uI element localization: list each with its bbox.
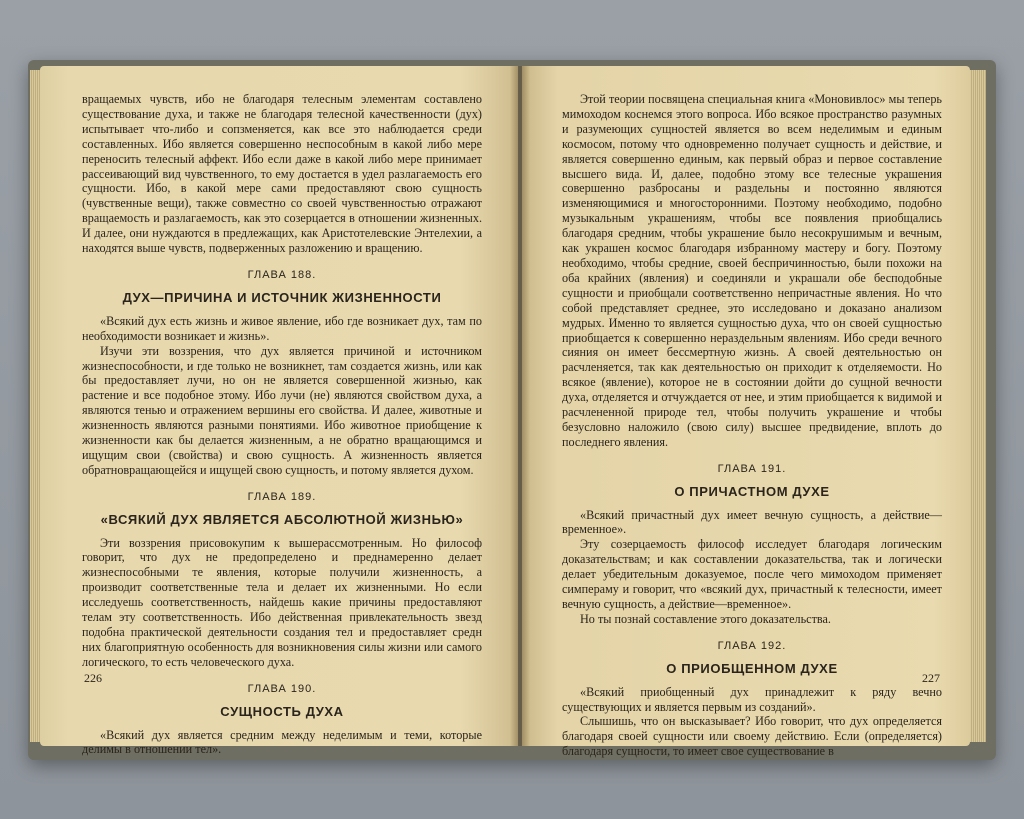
chapter-191-title: О ПРИЧАСТНОМ ДУХЕ <box>674 483 830 499</box>
right-intro-paragraph: Этой теории посвящена специальная книга «Моновивлос» мы теперь мимоходом коснемся этого вопроса. Ибо всякое пространство разумных и разумеющих сущностей является во всем неделимым и единым космосом, потому что одновременно получает сущность и действие, и является совершенно единым, как первый образ и первое составление высшего вида. И, далее, подобно этому все телесные украшения совершенно разбросаны и раздельны и постоянно являются изменяющимися и многосторонними. Поэтому необходимо, подобно музыкальным украшениям, чтобы все появления приобщались благодаря средним, чтобы украшение было несокрушимым и вечным, как украшен космос благодаря избранному мастеру и богу. Поэтому необходимо, чтобы средние, своей беспричинностью, были похожи на оба крайних (явления) и соединяли и украшали обе бесподобные сущности и приобщали соответственно непричастные явления. Но что собой представляет среднее, это исследовано и доказано анализом мудрых. Именно то является сущностью духа, что он своей сущностью приобщается к совершенно нераздельным явлениям. Ибо среди вечного сияния он имеет бессмертную жизнь. А своей деятельностью он расчленяется, так как деятельностью он приходит к отделяемости. Но всякое (явление), которое не в состоянии дойти до сущной вечности духа, отделяется и отчуждается от нее, и этим приобщается к видимой и расчлененной природе тел, чтобы получить украшение и чтобы безусловно наложило (свою силу) высшее предвидение, вплоть до последнего явления. <box>562 92 942 449</box>
left-page-number: 226 <box>84 671 102 685</box>
chapter-189-heading: ГЛАВА 189. <box>247 490 317 503</box>
chapter-191-paragraph: Эту созерцаемость философ исследует благодаря логическим доказательствам; и как составлении доказательства, так и логически делает убедительным доказуемое, после чего мимоходом применяет симпераму и говорит, что «всякий дух, причастный к телесности, имеет вечную сущность, а действие—временное». <box>562 537 942 611</box>
chapter-192-paragraph: Слышишь, что он высказывает? Ибо говорит, что дух определяется благодаря своей сущности или своему действию. Если (определяется) благодаря сущности, то имеет свое существование в <box>562 714 942 759</box>
chapter-190-title: СУЩНОСТЬ ДУХА <box>220 703 344 719</box>
chapter-189-title: «ВСЯКИЙ ДУХ ЯВЛЯЕТСЯ АБСОЛЮТНОЙ ЖИЗНЬЮ» <box>100 511 464 527</box>
page-edges-left <box>30 70 40 742</box>
chapter-190-heading: ГЛАВА 190. <box>247 682 317 695</box>
left-page <box>40 66 518 757</box>
chapter-190-quote: «Всякий дух является средним между неделимым и теми, которые делимы в отношении тел». <box>82 727 482 757</box>
page-edges-right <box>970 70 986 742</box>
book-gutter <box>510 66 530 746</box>
right-page-text <box>562 92 942 759</box>
chapter-189-paragraph: Эти воззрения присовокупим к вышерассмотренным. Но философ говорит, что дух не предопределено и преднамеренно делает жизнеспособными те явления, которые получили жизненность, а производит соответственные тела и делает их жизненными. Но если исследуешь соответственность, найдешь какие причины предоставляют телам эту соответственность. Ибо действенная привлекательность звезд подобна практической деятельности создания тел и предоставляет средн них благоприятную особенность для возникновения силы жизни или самого логического, то есть человеческого духа. <box>82 535 482 669</box>
chapter-188-heading: ГЛАВА 188. <box>247 268 317 281</box>
left-intro-paragraph: вращаемых чувств, ибо не благодаря телесным элементам составлено существование духа, и также не благодаря телесной качественности (дух) испытывает что-либо и сопзменяется, как все это наблюдается среди составленных. Ибо является совершенно неспособным в какой либо мере переносить телесный аффект. Ибо если даже в какой либо мере принимает рассеивающий вид чувственного, то ему достается в удел разлагаемость его сущности. Ибо, в какой мере сами предоставляют свою сущность (чувственные вещи), также совместно со своей чувственностью отражают вращаемость и разлагаемость, как это созерцается в отношении жизненных. И далее, они нуждаются в предлежащих, как Аристотелевские Энтелехии, а находятся выше чувств, подверженных разложению и вращению. <box>82 92 482 256</box>
chapter-192-quote: «Всякий приобщенный дух принадлежит к ряду вечно существующих и является первым из созданий». <box>562 684 942 714</box>
chapter-192-title: О ПРИОБЩЕННОМ ДУХЕ <box>666 660 838 676</box>
chapter-188-title: ДУХ—ПРИЧИНА И ИСТОЧНИК ЖИЗНЕННОСТИ <box>122 289 442 305</box>
chapter-191-closing: Но ты познай составление этого доказательства. <box>580 611 831 626</box>
chapter-191-quote: «Всякий причастный дух имеет вечную сущность, а действие—временное». <box>562 507 942 537</box>
chapter-192-heading: ГЛАВА 192. <box>717 639 787 652</box>
chapter-188-quote: «Всякий дух есть жизнь и живое явление, ибо где возникает дух, там по необходимости возникает и жизнь». <box>82 313 482 343</box>
right-page <box>522 66 970 759</box>
right-page-number: 227 <box>922 671 940 685</box>
left-page-text <box>82 92 482 757</box>
chapter-191-heading: ГЛАВА 191. <box>717 462 787 475</box>
chapter-188-paragraph: Изучи эти воззрения, что дух является причиной и источником жизнеспособности, и где только не возникнет, там создается жизнь, или как бы предоставляет лучи, но он не является совершенной жизнью, как растение и все подобное этому. Ибо лучи (не) являются свойством духа, а являются тенью и отражением вершины его свойства. И далее, животные и жизненность являются разными понятиями. Ибо животное приобщение к жизненности как бы делается жизненным, а не обратно вращающимся и ищущим свои (свойства) и свою сущность. А жизненность является обратновращающейся и ищущей свою сущность, и потому является духом. <box>82 343 482 477</box>
